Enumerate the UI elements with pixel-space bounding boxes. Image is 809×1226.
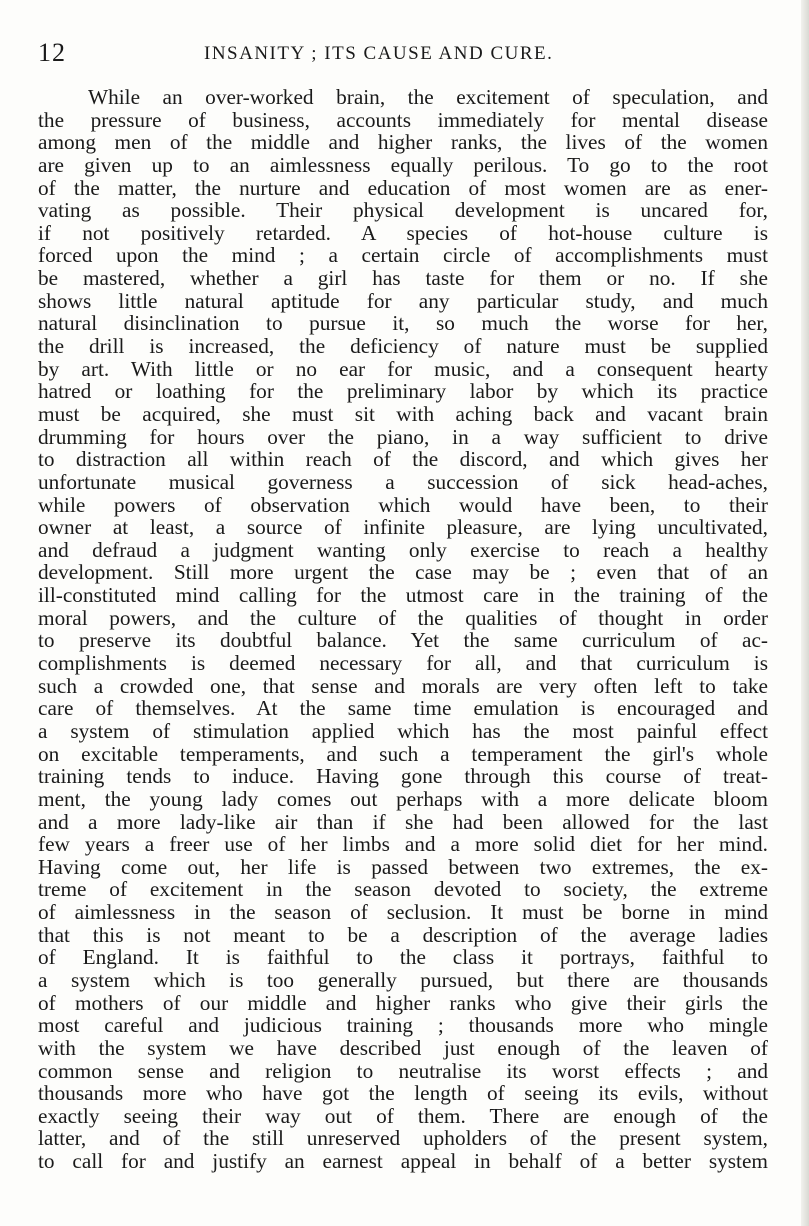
text-line: and defraud a judgment wanting only exercise to reach a healthy — [38, 537, 768, 562]
text-line: forced upon the mind ; a certain circle of accomplishments must — [38, 243, 768, 268]
text-line: the pressure of business, accounts immediately for mental disease — [38, 107, 768, 132]
text-line: that this is not meant to be a description of the average ladies — [38, 922, 768, 947]
text-line: drumming for hours over the piano, in a way sufficient to drive — [38, 424, 768, 449]
text-line: development. Still more urgent the case may be ; even that of an — [38, 560, 768, 585]
text-line: shows little natural aptitude for any particular study, and much — [38, 288, 768, 313]
text-line: are given up to an aimlessness equally perilous. To go to the root — [38, 152, 768, 177]
text-line: hatred or loathing for the preliminary labor by which its practice — [38, 379, 768, 404]
text-line: latter, and of the still unreserved upholders of the present system, — [38, 1126, 768, 1151]
text-line: such a crowded one, that sense and morals are very often left to take — [38, 673, 768, 698]
text-line: common sense and religion to neutralise its worst effects ; and — [38, 1058, 768, 1083]
text-line: must be acquired, she must sit with aching back and vacant brain — [38, 401, 768, 426]
text-line: care of themselves. At the same time emulation is encouraged and — [38, 696, 768, 721]
text-line: exactly seeing their way out of them. There are enough of the — [38, 1103, 768, 1128]
text-line: of England. It is faithful to the class it portrays, faithful to — [38, 945, 768, 970]
page-edge-shadow — [801, 0, 809, 1226]
text-line: complishments is deemed necessary for all, and that curriculum is — [38, 651, 768, 676]
text-line: most careful and judicious training ; thousands more who mingle — [38, 1013, 768, 1038]
text-line: ill-constituted mind calling for the utmost care in the training of the — [38, 583, 768, 608]
text-line: among men of the middle and higher ranks, the lives of the women — [38, 130, 768, 155]
text-line: on excitable temperaments, and such a temperament the girl's whole — [38, 741, 768, 766]
text-line: owner at least, a source of infinite pleasure, are lying uncultivated, — [38, 515, 768, 540]
text-line: treme of excitement in the season devoted to society, the extreme — [38, 877, 768, 902]
text-line: of mothers of our middle and higher ranks who give their girls the — [38, 990, 768, 1015]
text-line: the drill is increased, the deficiency of nature must be supplied — [38, 334, 768, 359]
running-title: INSANITY ; ITS CAUSE AND CURE. — [204, 43, 554, 64]
text-line: While an over-worked brain, the excitement of speculation, and — [88, 85, 768, 109]
body-paragraph — [38, 86, 768, 1173]
text-line: moral powers, and the culture of the qualities of thought in order — [38, 605, 768, 630]
text-line: be mastered, whether a girl has taste for them or no. If she — [38, 266, 768, 291]
text-line: to distraction all within reach of the discord, and which gives her — [38, 447, 768, 472]
text-line: training tends to induce. Having gone through this course of treat- — [38, 764, 768, 789]
text-line: vating as possible. Their physical development is uncared for, — [38, 198, 768, 223]
text-line: ment, the young lady comes out perhaps with a more delicate bloom — [38, 786, 768, 811]
text-line: a system which is too generally pursued, but there are thousands — [38, 967, 768, 992]
text-line: of aimlessness in the season of seclusion. It must be borne in mind — [38, 900, 768, 925]
text-line: by art. With little or no ear for music, and a consequent hearty — [38, 356, 768, 381]
text-line: to call for and justify an earnest appeal in behalf of a better system — [38, 1149, 768, 1174]
text-line: Having come out, her life is passed between two extremes, the ex- — [38, 854, 768, 879]
text-line: a system of stimulation applied which has the most painful effect — [38, 718, 768, 743]
text-line: few years a freer use of her limbs and a more solid diet for her mind. — [38, 832, 768, 857]
text-line: of the matter, the nurture and education of most women are as ener- — [38, 175, 768, 200]
text-line: to preserve its doubtful balance. Yet the same curriculum of ac- — [38, 628, 768, 653]
page-header — [38, 38, 778, 68]
text-line: with the system we have described just enough of the leaven of — [38, 1035, 768, 1060]
page-number: 12 — [38, 38, 66, 67]
text-line: while powers of observation which would have been, to their — [38, 492, 768, 517]
text-line: thousands more who have got the length of seeing its evils, without — [38, 1081, 768, 1106]
text-line: unfortunate musical governess a succession of sick head-aches, — [38, 469, 768, 494]
text-line: natural disinclination to pursue it, so much the worse for her, — [38, 311, 768, 336]
text-line: and a more lady-like air than if she had been allowed for the last — [38, 809, 768, 834]
text-line: if not positively retarded. A species of hot-house culture is — [38, 220, 768, 245]
